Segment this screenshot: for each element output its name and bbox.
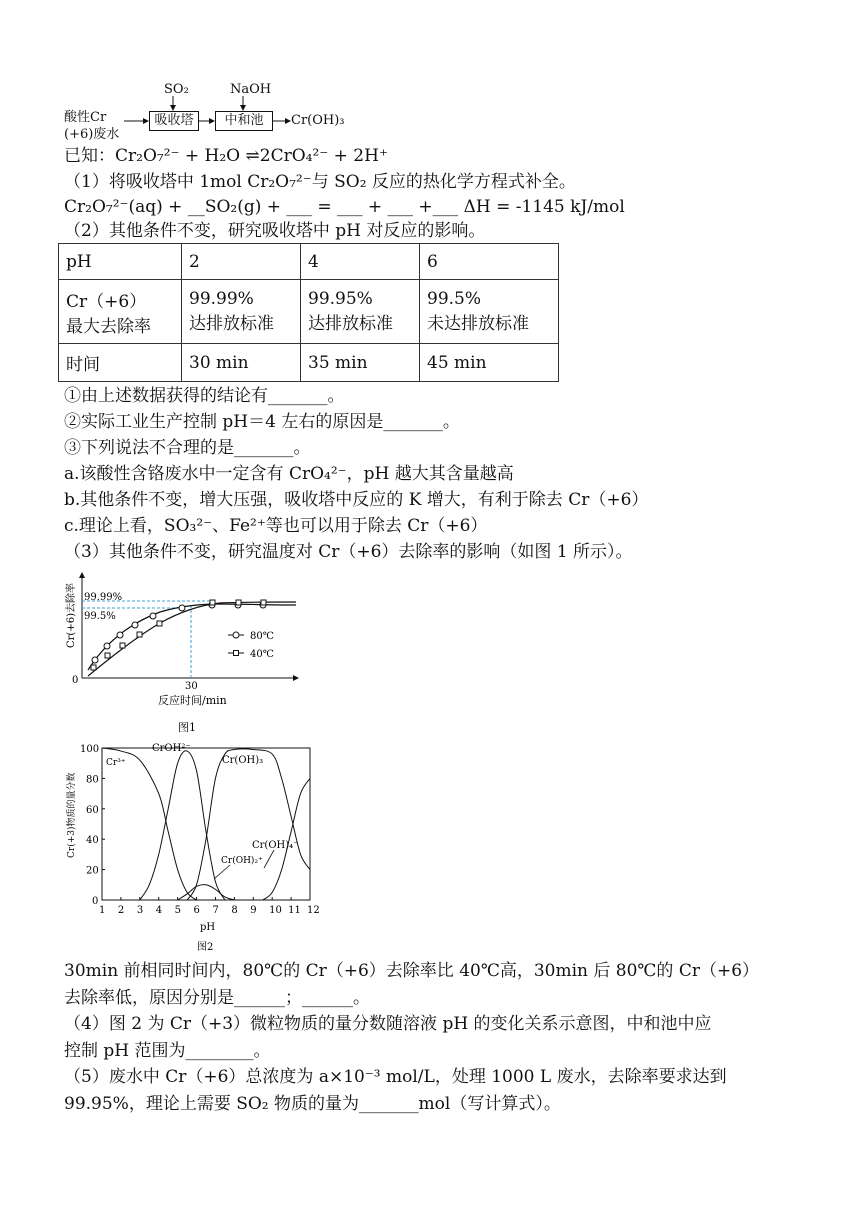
series-label-croh3: Cr(OH)₃ — [222, 755, 264, 766]
flow-input-line1: 酸性Cr — [64, 110, 107, 125]
table-cell: pH — [59, 244, 182, 280]
label-pointer — [214, 865, 230, 879]
flow-reagent-naoh: NaOH — [230, 82, 272, 97]
q5-line2: 99.95%，理论上需要 SO₂ 物质的量为_______mol（写计算式）。 — [64, 1094, 561, 1114]
table-row — [59, 280, 559, 344]
data-point — [236, 600, 241, 605]
q1-text: （1）将吸收塔中 1mol Cr₂O₇²⁻与 SO₂ 反应的热化学方程式补全。 — [64, 172, 576, 192]
cell-text: 达排放标准 — [308, 314, 393, 334]
q4-line1: （4）图 2 为 Cr（+3）微粒物质的量分数随溶液 pH 的变化关系示意图，中和池中应 — [64, 1014, 712, 1034]
q3-text: （3）其他条件不变，研究温度对 Cr（+6）去除率的影响（如图 1 所示）。 — [64, 542, 633, 562]
series-line — [102, 748, 197, 900]
flow-output: Cr(OH)₃ — [291, 113, 345, 128]
y-label-9999: 99.99% — [84, 592, 123, 603]
axis-ticks — [80, 744, 320, 916]
flow-arrows — [0, 0, 860, 140]
flow-input-line2: (+6)废水 — [64, 127, 120, 142]
table-cell: 30 min — [182, 344, 301, 382]
cell-text: 99.99% — [189, 289, 254, 309]
q3-para2: 去除率低，原因分别是______；______。 — [64, 988, 370, 1008]
x-tick-label: 2 — [117, 905, 125, 916]
table-row — [59, 344, 559, 382]
data-point — [157, 621, 162, 626]
flow-box-absorber: 吸收塔 — [149, 111, 199, 131]
table-cell — [420, 280, 559, 344]
q4-line2: 控制 pH 范围为________。 — [64, 1041, 271, 1061]
data-point — [261, 600, 266, 605]
figure1-chart — [60, 568, 320, 738]
table-cell: 4 — [301, 244, 420, 280]
table-cell — [59, 280, 182, 344]
table-cell: 时间 — [59, 344, 182, 382]
series-line — [187, 749, 310, 900]
x-tick-30: 30 — [185, 681, 198, 692]
q2-option-c: c.理论上看，SO₃²⁻、Fe²⁺等也可以用于除去 Cr（+6） — [64, 516, 488, 536]
figure2-chart — [60, 738, 330, 960]
cell-text: 99.95% — [308, 289, 373, 309]
q2-text: （2）其他条件不变，研究吸收塔中 pH 对反应的影响。 — [64, 221, 486, 241]
cell-text: 99.5% — [427, 289, 482, 309]
y-tick-label: 0 — [92, 896, 99, 907]
known-equilibrium: 已知：Cr₂O₇²⁻ + H₂O ⇌2CrO₄²⁻ + 2H⁺ — [64, 146, 388, 166]
x-tick-label: 6 — [193, 905, 200, 916]
y-tick-label: 100 — [80, 744, 100, 755]
cell-text: 达排放标准 — [189, 314, 274, 334]
legend — [228, 631, 274, 660]
x-axis-label: pH — [200, 922, 216, 933]
y-tick-label: 40 — [86, 835, 99, 847]
table-cell: 6 — [420, 244, 559, 280]
series-80c-markers — [92, 602, 266, 663]
series-label-cr3: Cr³⁺ — [106, 758, 126, 768]
x-tick-label: 4 — [155, 905, 163, 916]
x-tick-0: 0 — [72, 675, 79, 686]
q1-equation: Cr₂O₇²⁻(aq) + __SO₂(g) + ___ = ___ + ___ +___ ΔH = -1145 kJ/mol — [64, 197, 625, 217]
series-label-croh: CrOH²⁻ — [152, 743, 191, 754]
y-axis-label: Cr(+6)去除率 — [66, 583, 77, 648]
x-tick-label: 9 — [250, 905, 257, 916]
q2-sub3: ③下列说法不合理的是_______。 — [64, 438, 311, 458]
table-row — [59, 244, 559, 280]
data-point — [92, 657, 98, 663]
y-label-995: 99.5% — [84, 611, 116, 622]
x-tick-label: 7 — [212, 905, 219, 916]
table-cell: 45 min — [420, 344, 559, 382]
table-cell — [301, 280, 420, 344]
cell-text: Cr（+6） — [66, 291, 147, 312]
x-tick-label: 5 — [174, 905, 182, 916]
data-point — [210, 600, 215, 605]
legend-40c: 40℃ — [250, 649, 274, 660]
series-label-croh2: Cr(OH)₂⁺ — [221, 856, 263, 866]
y-axis-label: Cr(+3)物质的量分数 — [67, 772, 77, 858]
data-point — [137, 632, 142, 637]
data-point — [179, 605, 185, 611]
x-axis-label: 反应时间/min — [158, 694, 227, 707]
series-line — [140, 751, 225, 900]
q2-option-a: a.该酸性含铬废水中一定含有 CrO₄²⁻，pH 越大其含量越高 — [64, 464, 514, 484]
figure2-caption: 图2 — [197, 942, 214, 953]
data-point — [150, 613, 156, 619]
x-tick-label: 10 — [269, 905, 282, 916]
flow-box-neutralizer: 中和池 — [215, 111, 273, 131]
data-point — [105, 653, 110, 658]
y-tick-label: 20 — [86, 865, 99, 877]
label-pointer — [264, 850, 274, 868]
data-point — [120, 643, 125, 648]
data-point — [132, 622, 138, 628]
x-tick-label: 12 — [307, 905, 320, 916]
x-tick-label: 8 — [231, 905, 238, 916]
table-cell — [182, 280, 301, 344]
x-tick-label: 11 — [288, 905, 301, 916]
x-tick-label: 3 — [136, 905, 144, 916]
table-cell: 35 min — [301, 344, 420, 382]
x-tick-label: 1 — [99, 905, 106, 916]
ph-table — [58, 243, 559, 382]
data-point — [91, 665, 96, 670]
q2-sub1: ①由上述数据获得的结论有_______。 — [64, 386, 345, 406]
data-point — [117, 632, 123, 638]
q2-sub2: ②实际工业生产控制 pH＝4 左右的原因是_______。 — [64, 412, 460, 432]
series-label-croh4: Cr(OH)₄⁻ — [252, 840, 299, 851]
y-tick-label: 80 — [86, 774, 99, 786]
q3-para1: 30min 前相同时间内，80℃的 Cr（+6）去除率比 40℃高，30min 后 80℃的 Cr（+6） — [64, 961, 760, 981]
cell-text: 未达排放标准 — [427, 314, 529, 334]
data-point — [104, 643, 110, 649]
flow-reagent-so2: SO₂ — [164, 82, 189, 97]
cell-text: 最大去除率 — [66, 316, 151, 337]
series-curves — [102, 748, 310, 900]
figure1-caption: 图1 — [178, 721, 196, 734]
q2-option-b: b.其他条件不变，增大压强，吸收塔中反应的 K 增大，有利于除去 Cr（+6） — [64, 490, 649, 510]
series-line — [178, 885, 235, 900]
q5-line1: （5）废水中 Cr（+6）总浓度为 a×10⁻³ mol/L，处理 1000 L 废水，去除率要求达到 — [64, 1067, 727, 1087]
legend-80c: 80℃ — [250, 631, 274, 642]
y-tick-label: 60 — [86, 804, 99, 816]
table-cell: 2 — [182, 244, 301, 280]
